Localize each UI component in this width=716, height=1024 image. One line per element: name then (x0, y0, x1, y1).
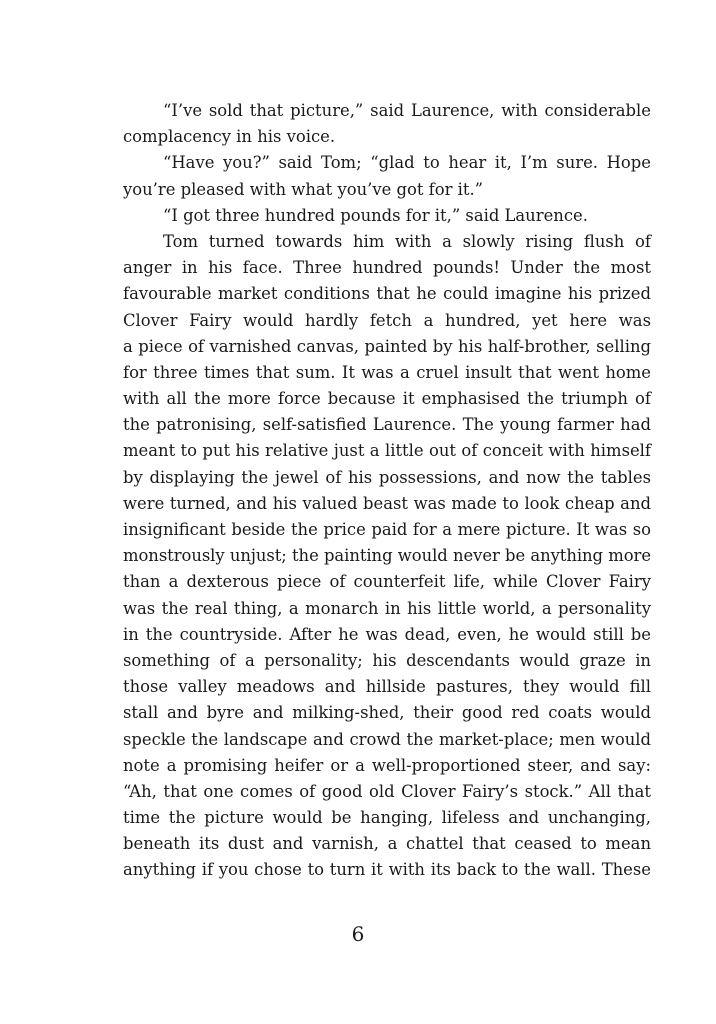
text-line: Tom turned towards him with a slowly rising flush of (163, 231, 651, 251)
text-line: you’re pleased with what you’ve got for it.” (123, 179, 484, 199)
text-line: those valley meadows and hillside pastures, they would fill (123, 677, 651, 697)
text-line: Clover Fairy would hardly fetch a hundred, yet here was (123, 310, 651, 330)
text-line: insignificant beside the price paid for a mere picture. It was so (123, 520, 651, 539)
text-line: “I got three hundred pounds for it,” said Laurence. (163, 205, 588, 225)
text-line: anger in his face. Three hundred pounds! Under the most (123, 258, 651, 278)
text-line: “Have you?” said Tom; “glad to hear it, I’m sure. Hope (163, 153, 651, 173)
text-line: than a dexterous piece of counterfeit life, while Clover Fairy (123, 572, 651, 592)
text-line: speckle the landscape and crowd the market-place; men would (123, 729, 651, 749)
text-line: in the countryside. After he was dead, even, he would still be (123, 624, 651, 644)
text-line: a piece of varnished canvas, painted by his half-brother, selling (123, 336, 651, 356)
text-line: note a promising heifer or a well-proportioned steer, and say: (123, 755, 651, 775)
text-line: anything if you chose to turn it with its back to the wall. These (123, 860, 651, 880)
text-line: “Ah, that one comes of good old Clover Fairy’s stock.” All that (123, 781, 651, 801)
text-line: “I’ve sold that picture,” said Laurence, with considerable (163, 101, 651, 120)
text-line: meant to put his relative just a little out of conceit with himself (123, 441, 651, 461)
text-line: time the picture would be hanging, lifeless and unchanging, (123, 808, 651, 828)
text-line: complacency in his voice. (123, 127, 336, 147)
text-line: was the real thing, a monarch in his little world, a personality (123, 598, 651, 618)
text-line: with all the more force because it emphasised the triumph of (123, 389, 651, 409)
text-line: the patronising, self-satisfied Laurence. The young farmer had (123, 415, 651, 435)
text-line: favourable market conditions that he could imagine his prized (123, 284, 651, 304)
page-number: 6 (351, 922, 365, 946)
text-line: beneath its dust and varnish, a chattel that ceased to mean (123, 834, 651, 854)
text-line: monstrously unjust; the painting would never be anything more (123, 546, 651, 566)
text-line: for three times that sum. It was a cruel insult that went home (123, 362, 651, 382)
body-text (123, 98, 651, 884)
text-line: were turned, and his valued beast was made to look cheap and (123, 493, 651, 513)
text-line: something of a personality; his descendants would graze in (123, 650, 651, 670)
text-line: by displaying the jewel of his possessions, and now the tables (123, 467, 651, 487)
text-line: stall and byre and milking-shed, their good red coats would (123, 703, 651, 723)
